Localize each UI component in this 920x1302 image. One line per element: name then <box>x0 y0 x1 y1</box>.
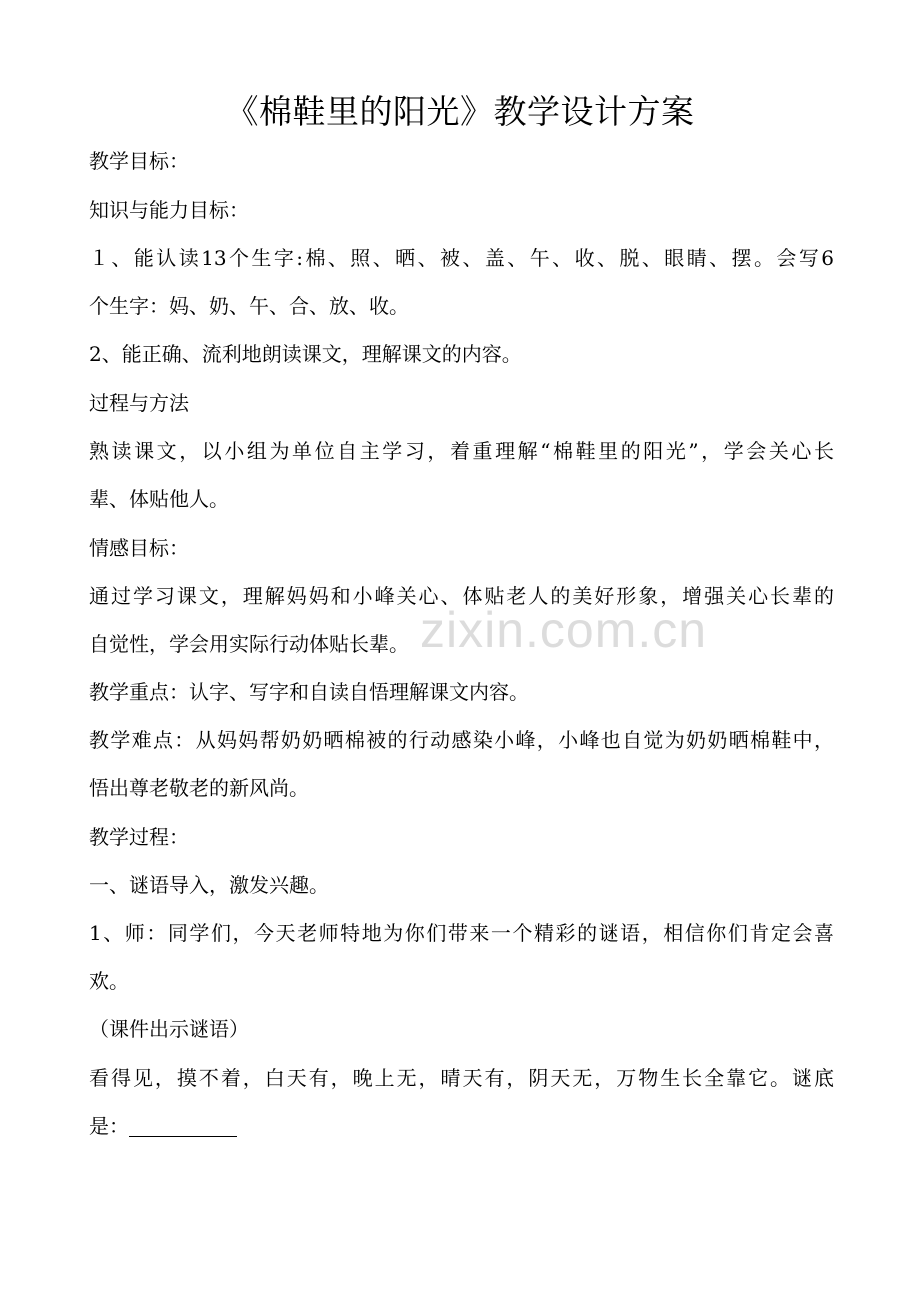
text-line-process-a: 熟读课文，以小组为单位自主学习，着重理解“棉鞋里的阳光”，学会关心长 <box>89 439 834 463</box>
text-line-objective-2: 2、能正确、流利地朗读课文，理解课文的内容。 <box>89 342 522 366</box>
text-line-emotion-heading: 情感目标： <box>89 536 189 560</box>
text-line-difficulty-b: 悟出尊老敬老的新风尚。 <box>89 776 309 800</box>
text-line-section-1-heading: 一、谜语导入，激发兴趣。 <box>89 873 329 897</box>
text-line-teaching-process-heading: 教学过程： <box>89 825 189 849</box>
text-line-emotion-b: 自觉性，学会用实际行动体贴长辈。 <box>89 632 409 656</box>
text-line-key-points: 教学重点：认字、写字和自读自悟理解课文内容。 <box>89 680 529 704</box>
text-line-objective-1-a: １、能认读13个生字:棉、照、晒、被、盖、午、收、脱、眼睛、摆。会写6 <box>89 246 834 270</box>
text-line-objectives-heading: 教学目标： <box>89 149 189 173</box>
document-title: 《棉鞋里的阳光》教学设计方案 <box>225 92 695 131</box>
text-line-objective-1-b: 个生字：妈、奶、午、合、放、收。 <box>89 294 409 318</box>
text-line-process-b: 辈、体贴他人。 <box>89 487 229 511</box>
text-line-riddle-b <box>89 1111 834 1141</box>
text-line-teacher-b: 欢。 <box>89 969 129 993</box>
text-line-riddle-a: 看得见，摸不着，白天有，晚上无，晴天有，阴天无，万物生长全靠它。谜底 <box>89 1066 834 1090</box>
text-line-teacher-a: 1、师：同学们，今天老师特地为你们带来一个精彩的谜语，相信你们肯定会喜 <box>89 921 834 945</box>
riddle-answer-label: 是： <box>89 1114 129 1138</box>
text-line-process-heading: 过程与方法 <box>89 391 189 415</box>
answer-blank <box>129 1114 237 1137</box>
text-line-emotion-a: 通过学习课文，理解妈妈和小峰关心、体贴老人的美好形象，增强关心长辈的 <box>89 584 834 608</box>
text-line-courseware-note: （课件出示谜语） <box>89 1017 249 1041</box>
text-line-knowledge-heading: 知识与能力目标： <box>89 198 249 222</box>
text-line-difficulty-a: 教学难点：从妈妈帮奶奶晒棉被的行动感染小峰，小峰也自觉为奶奶晒棉鞋中， <box>89 728 834 752</box>
watermark: zixin.com.cn <box>420 602 708 658</box>
